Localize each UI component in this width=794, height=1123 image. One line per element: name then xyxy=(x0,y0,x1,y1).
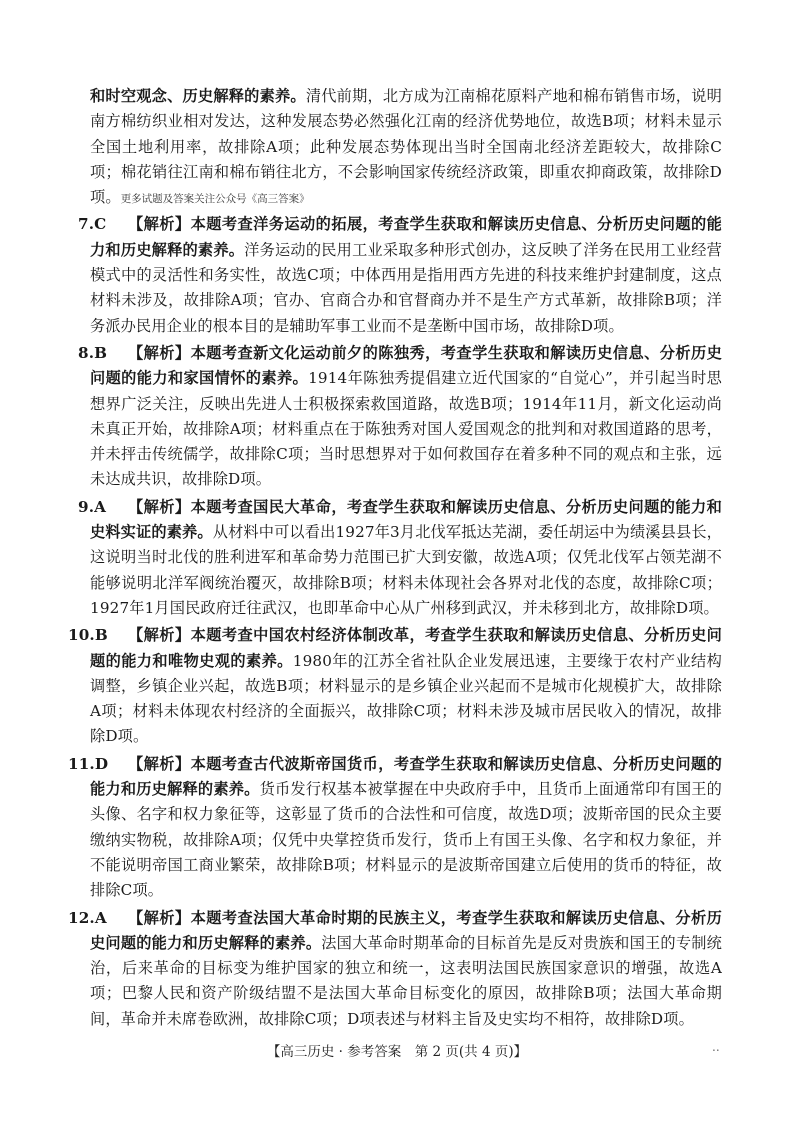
page-footer: 【高三历史 · 参考答案 第 2 页(共 4 页)】 xyxy=(266,1044,528,1060)
analysis-lead: 本题考查中国农村经济体制改革，考查学生获取和解读历史信息、分析历史问题的能力和唯物史观的素养。 xyxy=(90,626,722,670)
analysis-tag: 【解析】 xyxy=(128,908,191,927)
analysis-text: 法国大革命时期革命的目标首先是反对贵族和国王的专制统治，后来革命的目标变为维护国家的独立和统一，这表明法国民族国家意识的增强，故选A项；巴黎人民和资产阶级结盟不是法国大革命目标变化的原因，故排除B项；法国大革命期间，革命并未席卷欧洲，故排除C项；D项表述与材料主旨及史实均不相符，故排除D项。 xyxy=(90,933,722,1028)
analysis-lead: 本题考查新文化运动前夕的陈独秀，考查学生获取和解读历史信息、分析历史问题的能力和家国情怀的素养。 xyxy=(90,343,722,388)
analysis-lead: 本题考查国民大革命，考查学生获取和解读历史信息、分析历史问题的能力和史料实证的素养。 xyxy=(90,497,722,542)
promo-note: 更多试题及答案关注公众号《高三答案》 xyxy=(120,193,310,206)
analysis-tag: 【解析】 xyxy=(128,343,191,362)
analysis-text: 从材料中可以看出1927年3月北伐军抵达芜湖，委任胡运中为绩溪县县长，这说明当时北伐的胜利进军和革命势力范围已扩大到安徽，故选A项；仅凭北伐军占领芜湖不能够说明北洋军阀统治覆灭，故排除B项；材料未体现社会各界对北伐的态度，故排除C项；1927年1月国民政府迁往武汉，也即革命中心从广州移到武汉，并未移到北方，故排除D项。 xyxy=(90,523,722,617)
analysis-lead: 本题考查法国大革命时期的民族主义，考查学生获取和解读历史信息、分析历史问题的能力和历史解释的素养。 xyxy=(90,908,722,952)
analysis-lead: 本题考查古代波斯帝国货币，考查学生获取和解读历史信息、分析历史问题的能力和历史解释的素养。 xyxy=(90,754,722,799)
answer-item-11 xyxy=(68,752,723,904)
answer-number: 8.B xyxy=(78,343,108,362)
analysis-text: 洋务运动的民用工业采取多种形式创办，这反映了洋务在民用工业经营模式中的灵活性和务实性，故选C项；中体西用是指用西方先进的科技来维护封建制度，这点材料未涉及，故排除A项；官办、官商合办和官督商办并不是生产方式革新，故排除B项；洋务派办民用企业的根本目的是辅助军事工业而不是垄断中国市场，故排除D项。 xyxy=(90,240,723,335)
analysis-tag: 【解析】 xyxy=(128,626,191,645)
answer-number: 12.A xyxy=(68,908,107,927)
answer-item-12 xyxy=(68,906,722,1032)
analysis-text: 货币发行权基本被掌握在中央政府手中，且货币上面通常印有国王的头像、名字和权力象征等，这彰显了货币的合法性和可信度，故选D项；波斯帝国的民众主要缴纳实物税，故排除A项；仅凭中央掌控货币发行，货币上有国王头像、名字和权力象征，并不能说明帝国工商业繁荣，故排除B项；材料显示的是波斯帝国建立后使用的货币的特征，故排除C项。 xyxy=(90,780,723,900)
answer-number: 11.D xyxy=(68,754,109,773)
intro-paragraph xyxy=(90,84,722,212)
analysis-text: 1914年陈独秀提倡建立近代国家的“自觉心”，并引起当时思想界广泛关注，反映出先进人士积极探索救国道路，故选B项；1914年11月，新文化运动尚未真正开始，故排除A项；材料重点在于陈独秀对国人爱国观念的批判和对救国道路的思考，并未抨击传统儒学，故排除C项；当时思想界对于如何救国存在着多种不同的观点和主张，远未达成共识，故排除D项。 xyxy=(90,369,722,489)
analysis-lead: 本题考查洋务运动的拓展，考查学生获取和解读历史信息、分析历史问题的能力和历史解释的素养。 xyxy=(90,215,722,259)
analysis-tag: 【解析】 xyxy=(128,754,191,773)
analysis-tag: 【解析】 xyxy=(128,215,191,234)
answer-page xyxy=(68,84,723,1032)
analysis-tag: 【解析】 xyxy=(128,497,191,516)
answer-item-9 xyxy=(78,495,722,621)
answer-item-8 xyxy=(78,341,722,493)
intro-bold: 和时空观念、历史解释的素养。 xyxy=(90,87,306,105)
answer-number: 9.A xyxy=(78,497,107,516)
analysis-text: 1980年的江苏全省社队企业发展迅速，主要缘于农村产业结构调整，乡镇企业兴起，故选B项；材料显示的是乡镇企业兴起而不是城市化规模扩大，故排除A项；材料未体现农村经济的全面振兴，故排除C项；材料未涉及城市居民收入的情况，故排除D项。 xyxy=(90,651,722,746)
footer-marks: .. xyxy=(712,1040,720,1054)
answer-item-10 xyxy=(68,623,722,749)
answer-item-7 xyxy=(78,212,723,338)
answer-number: 7.C xyxy=(78,215,107,234)
answer-number: 10.B xyxy=(68,626,108,645)
intro-text: 清代前期，北方成为江南棉花原料产地和棉布销售市场，说明南方棉纺织业相对发达，这种发展态势必然强化江南的经济优势地位，故选B项；材料未显示全国土地利用率，故排除A项；此种发展态势体现出当时全国南北经济差距较大，故排除C项；棉花销往江南和棉布销往北方，不会影响国家传统经济政策，即重农抑商政策，故排除D项。 xyxy=(90,87,722,207)
